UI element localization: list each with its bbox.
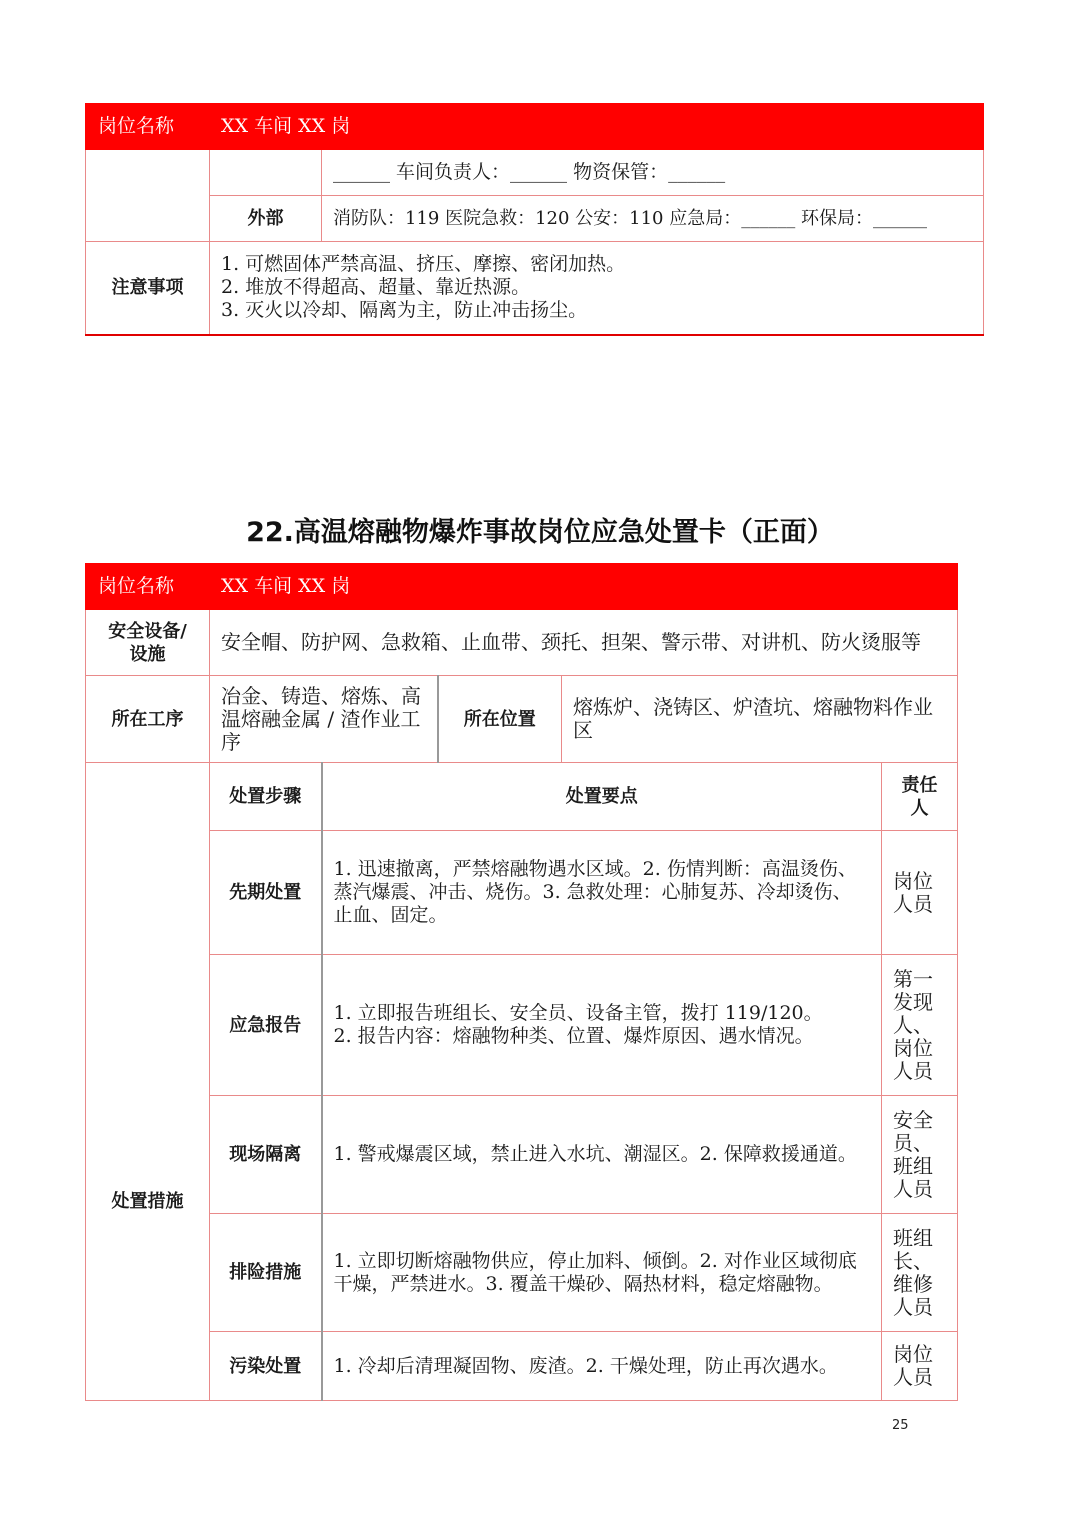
- step-person: 岗位人员: [882, 1332, 958, 1401]
- process-value: 冶金、铸造、熔炼、高温熔融金属 / 渣作业工序: [210, 676, 438, 763]
- card-header-value: XX 车间 XX 岗: [210, 564, 958, 610]
- step-point-line: 1. 立即报告班组长、安全员、设备主管，拨打 119/120。: [333, 1002, 823, 1024]
- step-points: 1. 迅速撤离，严禁熔融物遇水区域。2. 伤情判断：高温烫伤、蒸汽爆震、冲击、烧伤。3. 急救处理：心肺复苏、冷却烫伤、止血、固定。: [322, 831, 882, 955]
- note-item: 3. 灭火以冷却、隔离为主，防止冲击扬尘。: [221, 299, 588, 322]
- col-points-header: 处置要点: [322, 763, 882, 831]
- card-title: 22.高温熔融物爆炸事故岗位应急处置卡（正面）: [246, 517, 834, 548]
- location-label: 所在位置: [438, 676, 562, 763]
- external-contacts: 消防队：119 医院急救：120 公安：110 应急局：______ 环保局：______: [322, 196, 984, 242]
- col-step-header: 处置步骤: [210, 763, 322, 831]
- step-points: [322, 955, 882, 1096]
- header-label: 岗位名称: [86, 104, 210, 150]
- notes-label: 注意事项: [86, 242, 210, 335]
- step-points: 1. 警戒爆震区域，禁止进入水坑、潮湿区。2. 保障救援通道。: [322, 1096, 882, 1214]
- page-number: 25: [892, 1418, 909, 1433]
- step-person: 第一发现人、岗位人员: [882, 955, 958, 1096]
- col-person-header: 责任人: [882, 763, 958, 831]
- step-points: 1. 立即切断熔融物供应，停止加料、倾倒。2. 对作业区域彻底干燥，严禁进水。3. 覆盖干燥砂、隔热材料，稳定熔融物。: [322, 1214, 882, 1332]
- measures-label: 处置措施: [86, 763, 210, 1401]
- equipment-value: 安全帽、防护网、急救箱、止血带、颈托、担架、警示带、对讲机、防火烫服等: [210, 610, 958, 676]
- contact-label-cell: [86, 150, 210, 242]
- step-points: 1. 冷却后清理凝固物、废渣。2. 干燥处理，防止再次遇水。: [322, 1332, 882, 1401]
- equipment-label: 安全设备/设施: [86, 610, 210, 676]
- contact-sub-label-cell: [210, 150, 322, 196]
- step-point-line: 2. 报告内容：熔融物种类、位置、爆炸原因、遇水情况。: [333, 1025, 814, 1047]
- note-item: 2. 堆放不得超高、超量、靠近热源。: [221, 276, 531, 299]
- step-name: 应急报告: [210, 955, 322, 1096]
- external-label: 外部: [210, 196, 322, 242]
- step-name: 排险措施: [210, 1214, 322, 1332]
- notes-content: [210, 242, 984, 335]
- process-label: 所在工序: [86, 676, 210, 763]
- location-value: 熔炼炉、浇铸区、炉渣坑、熔融物料作业区: [562, 676, 958, 763]
- step-person: 班组长、维修人员: [882, 1214, 958, 1332]
- step-name: 现场隔离: [210, 1096, 322, 1214]
- step-person: 岗位人员: [882, 831, 958, 955]
- emergency-card-table: [85, 563, 958, 1401]
- header-value: XX 车间 XX 岗: [210, 104, 984, 150]
- step-name: 先期处置: [210, 831, 322, 955]
- top-emergency-table: [85, 103, 984, 336]
- note-item: 1. 可燃固体严禁高温、挤压、摩擦、密闭加热。: [221, 253, 626, 276]
- card-header-label: 岗位名称: [86, 564, 210, 610]
- step-name: 污染处置: [210, 1332, 322, 1401]
- internal-contacts: ______ 车间负责人：______ 物资保管：______: [322, 150, 984, 196]
- step-person: 安全员、班组人员: [882, 1096, 958, 1214]
